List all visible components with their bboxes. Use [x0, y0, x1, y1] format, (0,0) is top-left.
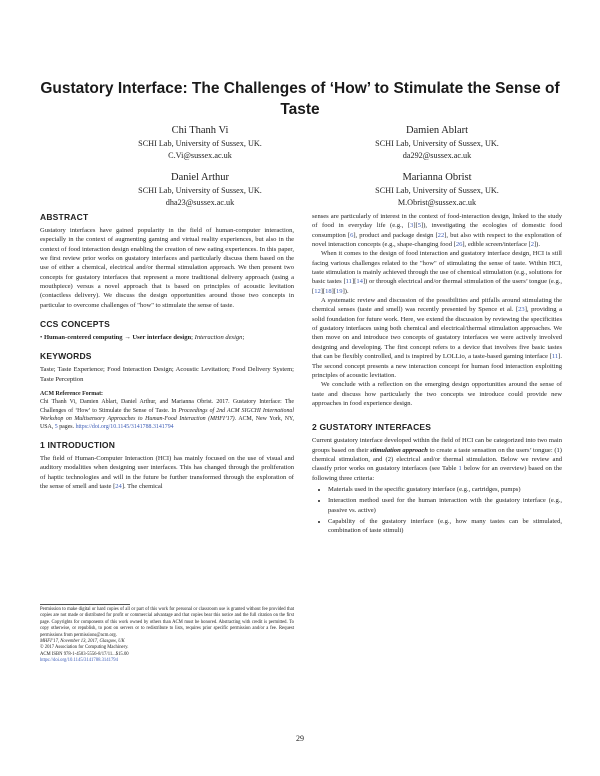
permission-text: Permission to make digital or hard copies of all or part of this work for personal or classroom use is granted without fee provided that copies are not made or distributed for profit or commercial advantage and that copies bear this notice and the full citation on the first page. Copyrights for components of this work owned by others than ACM must be honored. Abstracting with credit is permitted. To copy otherwise, or republish, to post on servers or to redistribute to lists, requires prior specific permission and/or a fee. Request permissions from permissions@acm.org. — [40, 607, 294, 638]
author-email: M.Obrist@sussex.ac.uk — [397, 197, 477, 207]
citation-link[interactable]: 26 — [455, 241, 463, 249]
citation-link[interactable]: 23 — [518, 306, 525, 314]
footnote-copyright: © 2017 Association for Computing Machinery. — [40, 645, 129, 651]
footnote-doi-link[interactable]: https://doi.org/10.1145/3141788.3141794 — [40, 658, 118, 664]
citation-link[interactable]: 14 — [356, 278, 363, 286]
list-item: • Capability of the gustatory interface (e.g., how many tastes can be stimulated, combination of taste stimuli) — [328, 517, 562, 536]
right-column — [312, 212, 562, 538]
text-run: ]), investigating the ecologies of domestic food consumption [ — [312, 222, 562, 239]
list-item: • Materials used in the specific gustatory interface (e.g., cartridges, pumps) — [328, 485, 562, 494]
text-run: ], edible screen/interface [ — [462, 241, 531, 249]
citation-link[interactable]: 19 — [336, 287, 343, 295]
keywords-heading: KEYWORDS — [40, 351, 92, 362]
citation-link[interactable]: 11 — [551, 353, 559, 361]
footnote-isbn: ACM ISBN 978-1-4503-5556-8/17/11...$15.00 — [40, 651, 129, 657]
ccs-end: ; — [242, 334, 245, 342]
intro-text-b: ]. The chemical — [121, 483, 163, 491]
text-run: ], product and package design [ — [353, 231, 438, 239]
text-run: ]). — [533, 241, 540, 249]
text-run: A systematic review and discussion of the possibilities and pitfalls around stimulating the chemical senses (taste and smell) was recently presented by Spence et al. [ — [312, 297, 562, 314]
acm-ref-pages-num: 5 — [54, 423, 58, 430]
text-run: to create a taste sensation on the users’ tongue: (1) chemical stimulation, and (2) electrical and/or thermal stimulation. Below we review and classify prior works on gustatory interfaces (see Table — [312, 446, 562, 473]
text-run: senses are particularly of interest in the context of food-interaction design, linked to the study of food in everyday life (e.g., [ — [312, 213, 562, 230]
criteria-list — [312, 485, 562, 536]
author-affiliation: SCHI Lab, University of Sussex, UK. — [138, 139, 262, 148]
author-affiliation: SCHI Lab, University of Sussex, UK. — [375, 186, 499, 195]
text-run: ]). — [342, 287, 349, 295]
permission-footnote — [40, 607, 294, 665]
acm-ref-authors: Chi Thanh Vi, Damien Ablart, Daniel Arthur, and Marianna Obrist. 2017. Gustatory Interface: The Challenges of ‘How’ to Stimulate the Sense of Taste. In — [40, 399, 294, 414]
citation-link[interactable]: 2 — [530, 241, 534, 249]
author-block-1 — [85, 124, 315, 161]
ccs-main: Human-centered computing → User interface design — [43, 334, 192, 342]
author-name: Chi Thanh Vi — [171, 125, 229, 136]
author-block-3 — [85, 171, 315, 208]
citation-link[interactable]: 24 — [115, 483, 122, 491]
author-affiliation: SCHI Lab, University of Sussex, UK. — [138, 186, 262, 195]
text-run: Current gustatory interface developed within the field of HCI can be categorized into two main groups based on their — [312, 437, 562, 454]
text-run: ]. The second concept presents a new interaction concept for human food interaction exploiting principles of acoustic levitation. — [312, 353, 562, 379]
ccs-sub: Interaction design — [194, 334, 243, 342]
author-name: Daniel Arthur — [170, 172, 230, 183]
acm-ref-venue: Proceedings of 2nd ACM SIGCHI International Workshop on Multisensory Approaches to Human-Food Interaction (MHFI’17). — [40, 407, 294, 422]
text-run: below for an overview) based on the following three criteria: — [312, 465, 563, 482]
text-run: ]) or through electrical and/or thermal stimulation of the users’ tongue (e.g., [ — [312, 278, 563, 295]
list-item: • Interaction method used for the human interaction with the gustatory interface (e.g., passive vs. active) — [328, 496, 562, 515]
right-paragraph-2: When it comes to the design of food interaction and gustatory interface design, HCI is still facing various challenges related to the "how" of stimulating the sense of taste. Within HCI, taste stimulation is mainly achieved through the use of chemical stimulation (e.g., solutions for basic tastes [11][14]) or through electrical and/or thermal stimulation of the users’ tongue (e.g., [12][18][19]). — [312, 250, 563, 295]
abstract-heading: ABSTRACT — [40, 212, 89, 222]
table-link[interactable]: 1 — [458, 465, 462, 473]
citation-link[interactable]: 11 — [345, 278, 352, 286]
author-name: Marianna Obrist — [402, 172, 472, 183]
citation-link[interactable]: 3 — [410, 222, 414, 230]
citation-link[interactable]: 22 — [437, 231, 445, 239]
acm-reference — [40, 390, 294, 431]
text-run: ], but also with respect to the exploration of novel interaction concepts (e.g., shape-changing food [ — [312, 231, 562, 249]
author-affiliation: SCHI Lab, University of Sussex, UK. — [375, 139, 499, 148]
ccs-sep: ; — [191, 334, 195, 342]
text-run: ], providing a solid foundation for future work. Here, we extend the discussion by reviewing the specificities of gustatory interfaces using both chemical and electrical/thermal stimulation approaches. We then move on and introduce two concepts of gustatory interfaces we were actively involved designing and developing. The first concept refers to a device that involves five basic tastes that can be flexibly controlled, and is inspired by LOLLio, a taste-based gaming interface [ — [312, 306, 562, 361]
author-email: dha23@sussex.ac.uk — [165, 197, 235, 207]
gustatory-interfaces-heading: 2 GUSTATORY INTERFACES — [312, 422, 432, 433]
footnote-venue: MHFI’17, November 13, 2017, Glasgow, UK — [40, 639, 125, 645]
ccs-text — [40, 333, 294, 342]
paper-title: Gustatory Interface: The Challenges of ‘How’ to Stimulate the Sense of Taste — [40, 80, 560, 118]
author-block-4 — [322, 171, 552, 208]
acm-ref-doi-link[interactable]: https://doi.org/10.1145/3141788.3141794 — [75, 423, 174, 430]
author-email: da292@sussex.ac.uk — [402, 150, 472, 160]
section-2-paragraph — [312, 436, 562, 483]
keywords-text: Taste; Taste Experience; Food Interaction Design; Acoustic Levitation; Food Delivery System; Taste Perception — [40, 366, 294, 383]
acm-ref-label: ACM Reference Format: — [40, 391, 104, 398]
left-column — [40, 212, 294, 492]
acm-ref-pages-word: pages. — [59, 423, 75, 430]
footnote-rule — [40, 604, 130, 605]
text-run: When it comes to the design of food interaction and gustatory interface design, HCI is still facing various challenges related to the "how" of stimulating the sense of taste. Within HCI, taste stimulation is mainly achieved through the use of chemical stimulation (e.g., solutions for basic tastes [ — [312, 250, 562, 286]
emphasis: stimulation approach — [370, 446, 428, 454]
right-paragraph-1: senses are particularly of interest in the context of food-interaction design, linked to the study of food in everyday life (e.g., [3][5]), investigating the ecologies of domestic food consumption [6], product and package design [22], but also with respect to the exploration of novel interaction concepts (e.g., shape-changing food [26], edible screen/interface [2]). — [312, 213, 562, 249]
right-paragraph-4: We conclude with a reflection on the emerging design opportunities around the sense of taste and discuss how particularly the two concepts we introduce could provide new approaches in food experience design. — [312, 381, 562, 407]
citation-link[interactable]: 18 — [325, 287, 332, 295]
author-block-2 — [322, 124, 552, 161]
author-email: C.Vi@sussex.ac.uk — [168, 150, 232, 160]
acm-ref-pub: ACM, New York, NY, USA, — [40, 415, 294, 430]
citation-link[interactable]: 6 — [350, 231, 354, 239]
citation-link[interactable]: 12 — [314, 287, 321, 295]
citation-link[interactable]: 5 — [417, 222, 422, 230]
introduction-text — [40, 454, 294, 491]
introduction-heading: 1 INTRODUCTION — [40, 440, 116, 451]
ccs-bullet: • — [40, 334, 43, 342]
author-name: Damien Ablart — [405, 125, 469, 136]
abstract-text: Gustatory interfaces have gained popularity in the field of human-computer interaction, especially in the context of augmenting gaming and virtual reality experiences, but also in the context of food interaction design enabling the creation of new eating experiences. In this paper, we first review prior works on gustatory interfaces and particularly discuss them based on the use of either a chemical, electrical and/or thermal stimulation approach. We then present two concepts for gustatory interfaces that represent a more traditional delivery approach (using a mouthpiece) versus a novel approach that is based on principles of acoustic levitation (contactless delivery). We discuss the design opportunities around those two concepts in particular to overcome challenges of "how" to stimulate the sense of taste. — [40, 227, 294, 309]
ccs-heading: CCS CONCEPTS — [40, 319, 110, 330]
intro-text-a: The field of Human-Computer Interaction (HCI) has mainly focused on the use of visual and auditory modalities when designing user interfaces. This has changed through the proliferation of haptic technologies and will in the future be further transformed through the exploration of the sense of smell and taste [ — [40, 455, 294, 491]
page-number: 29 — [296, 734, 304, 743]
right-paragraph-3 — [312, 296, 562, 380]
